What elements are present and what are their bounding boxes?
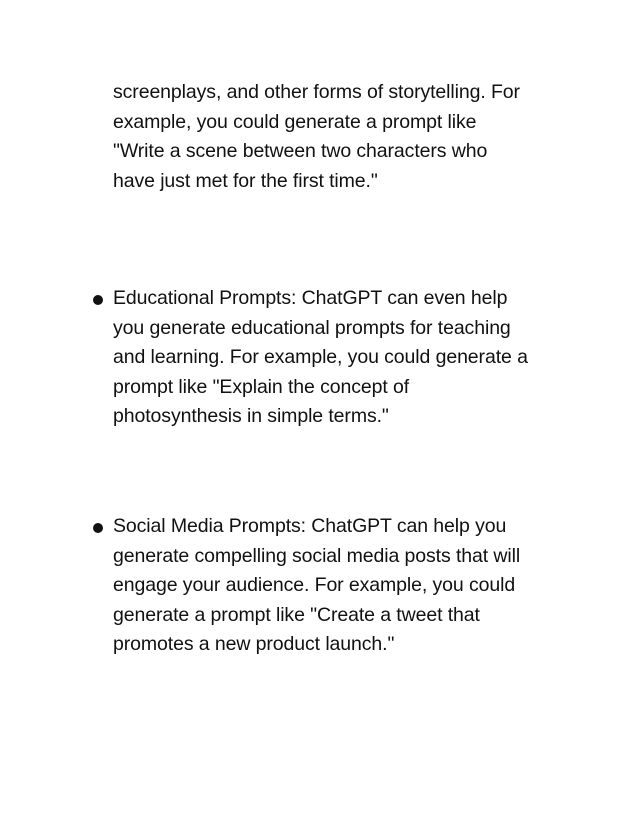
continuation-paragraph xyxy=(113,78,583,196)
text-line: have just met for the first time." xyxy=(113,169,378,192)
text-line: generate compelling social media posts that will xyxy=(113,544,521,567)
text-line: promotes a new product launch." xyxy=(113,633,395,655)
text-line: and learning. For example, you could generate a xyxy=(113,346,528,368)
bullet-dot-icon xyxy=(93,523,103,533)
list-item-educational-prompts xyxy=(113,284,583,432)
text-line: screenplays, and other forms of storytelling. For xyxy=(113,81,520,103)
text-line: Social Media Prompts: ChatGPT can help you xyxy=(113,515,507,537)
text-line: example, you could generate a prompt like xyxy=(113,110,477,133)
text-line: you generate educational prompts for teaching xyxy=(113,316,511,339)
text-line: prompt like "Explain the concept of xyxy=(113,375,410,398)
text-line: Educational Prompts: ChatGPT can even help xyxy=(113,287,508,309)
text-line: generate a prompt like "Create a tweet that xyxy=(113,603,480,626)
bullet-dot-icon xyxy=(93,295,103,305)
text-line: photosynthesis in simple terms." xyxy=(113,405,389,427)
text-line: engage your audience. For example, you could xyxy=(113,574,516,596)
text-line: "Write a scene between two characters who xyxy=(113,140,488,162)
list-item-social-media-prompts xyxy=(113,512,583,660)
